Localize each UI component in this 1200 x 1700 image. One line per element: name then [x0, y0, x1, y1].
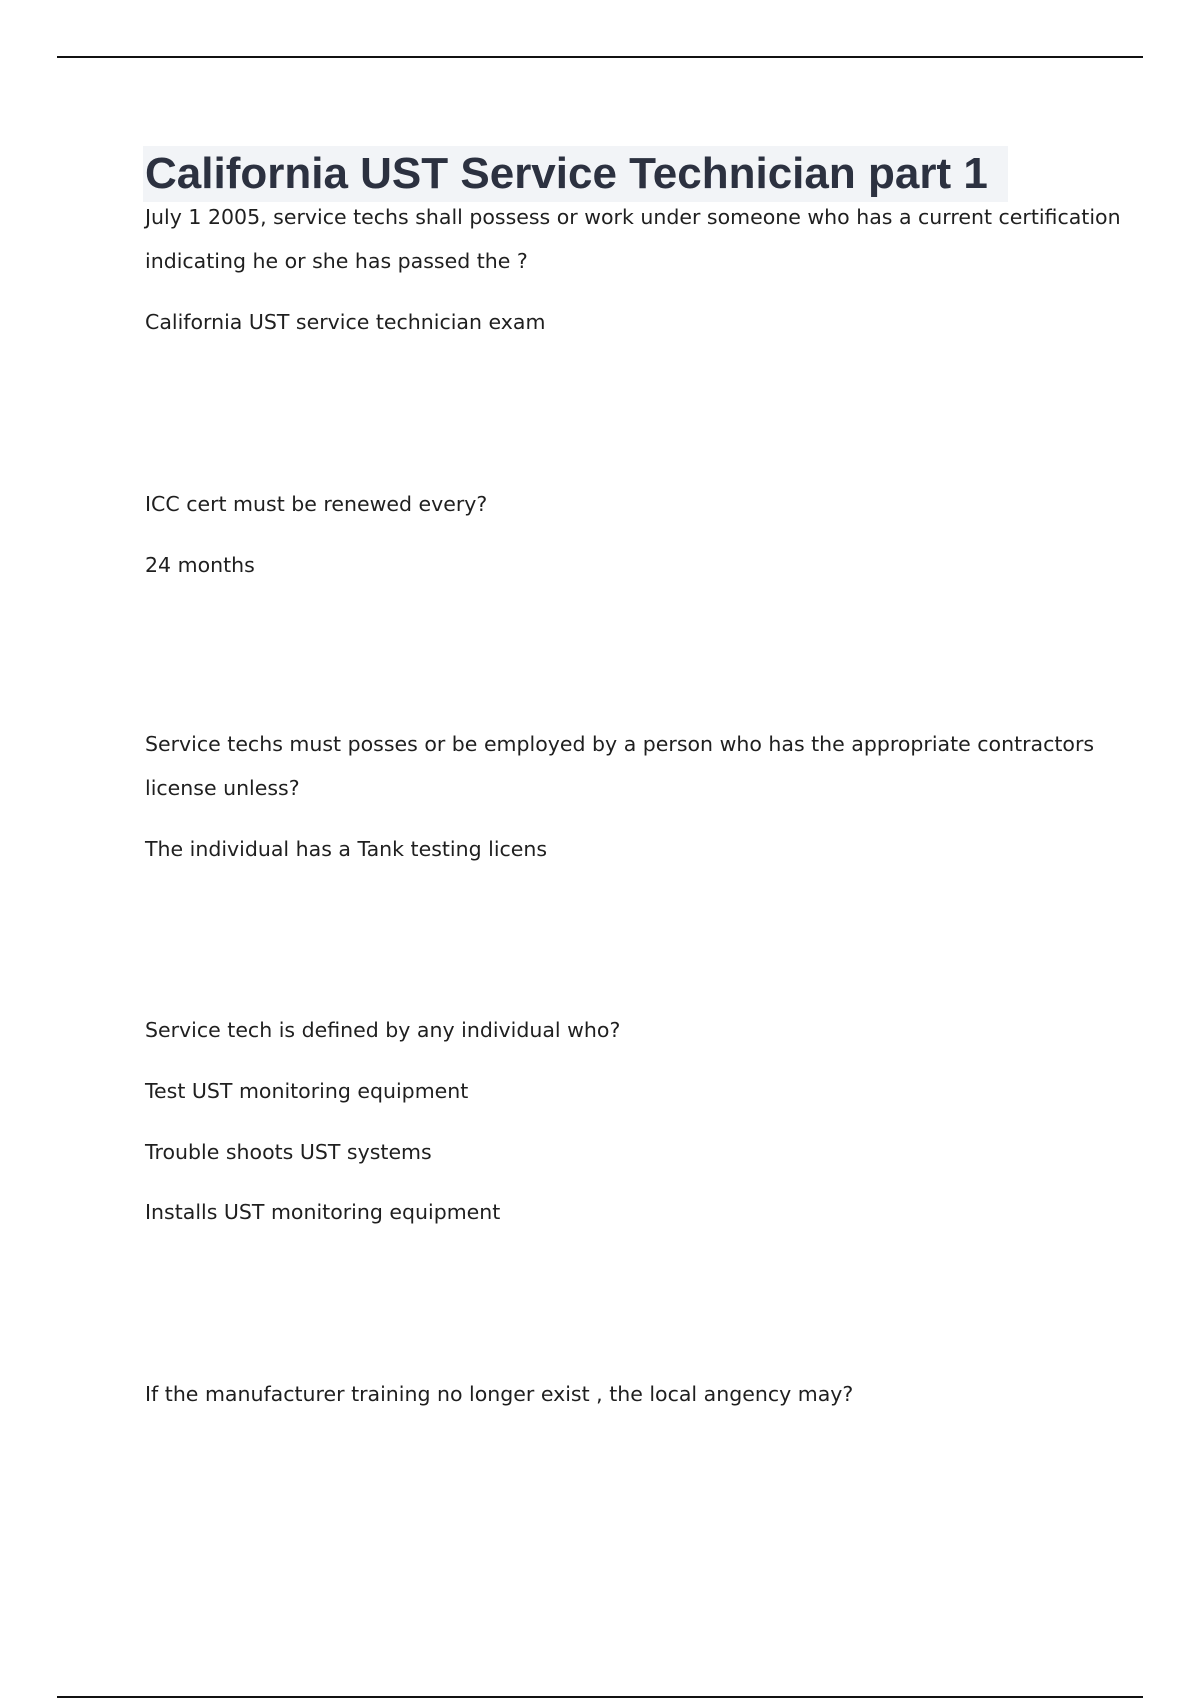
question-3-line-2: license unless? — [145, 776, 300, 800]
answer-4-line-3: Installs UST monitoring equipment — [145, 1200, 501, 1224]
answer-4-line-1: Test UST monitoring equipment — [145, 1079, 469, 1103]
bottom-rule — [57, 1696, 1143, 1698]
question-4-line-1: Service tech is defined by any individual who? — [145, 1018, 621, 1042]
question-1-line-1: July 1 2005, service techs shall possess or work under someone who has a current certification — [145, 205, 1121, 229]
answer-4-line-2: Trouble shoots UST systems — [145, 1140, 432, 1164]
answer-3: The individual has a Tank testing licens — [145, 837, 548, 861]
question-5-line-1: If the manufacturer training no longer exist , the local angency may? — [145, 1382, 854, 1406]
document-title: California UST Service Technician part 1 — [143, 146, 1008, 202]
answer-1: California UST service technician exam — [145, 310, 546, 334]
answer-2: 24 months — [145, 553, 255, 577]
question-3-line-1: Service techs must posses or be employed by a person who has the appropriate contractors — [145, 732, 1095, 756]
top-rule — [57, 56, 1143, 58]
question-2-line-1: ICC cert must be renewed every? — [145, 492, 488, 516]
question-1-line-2: indicating he or she has passed the ? — [145, 249, 528, 273]
